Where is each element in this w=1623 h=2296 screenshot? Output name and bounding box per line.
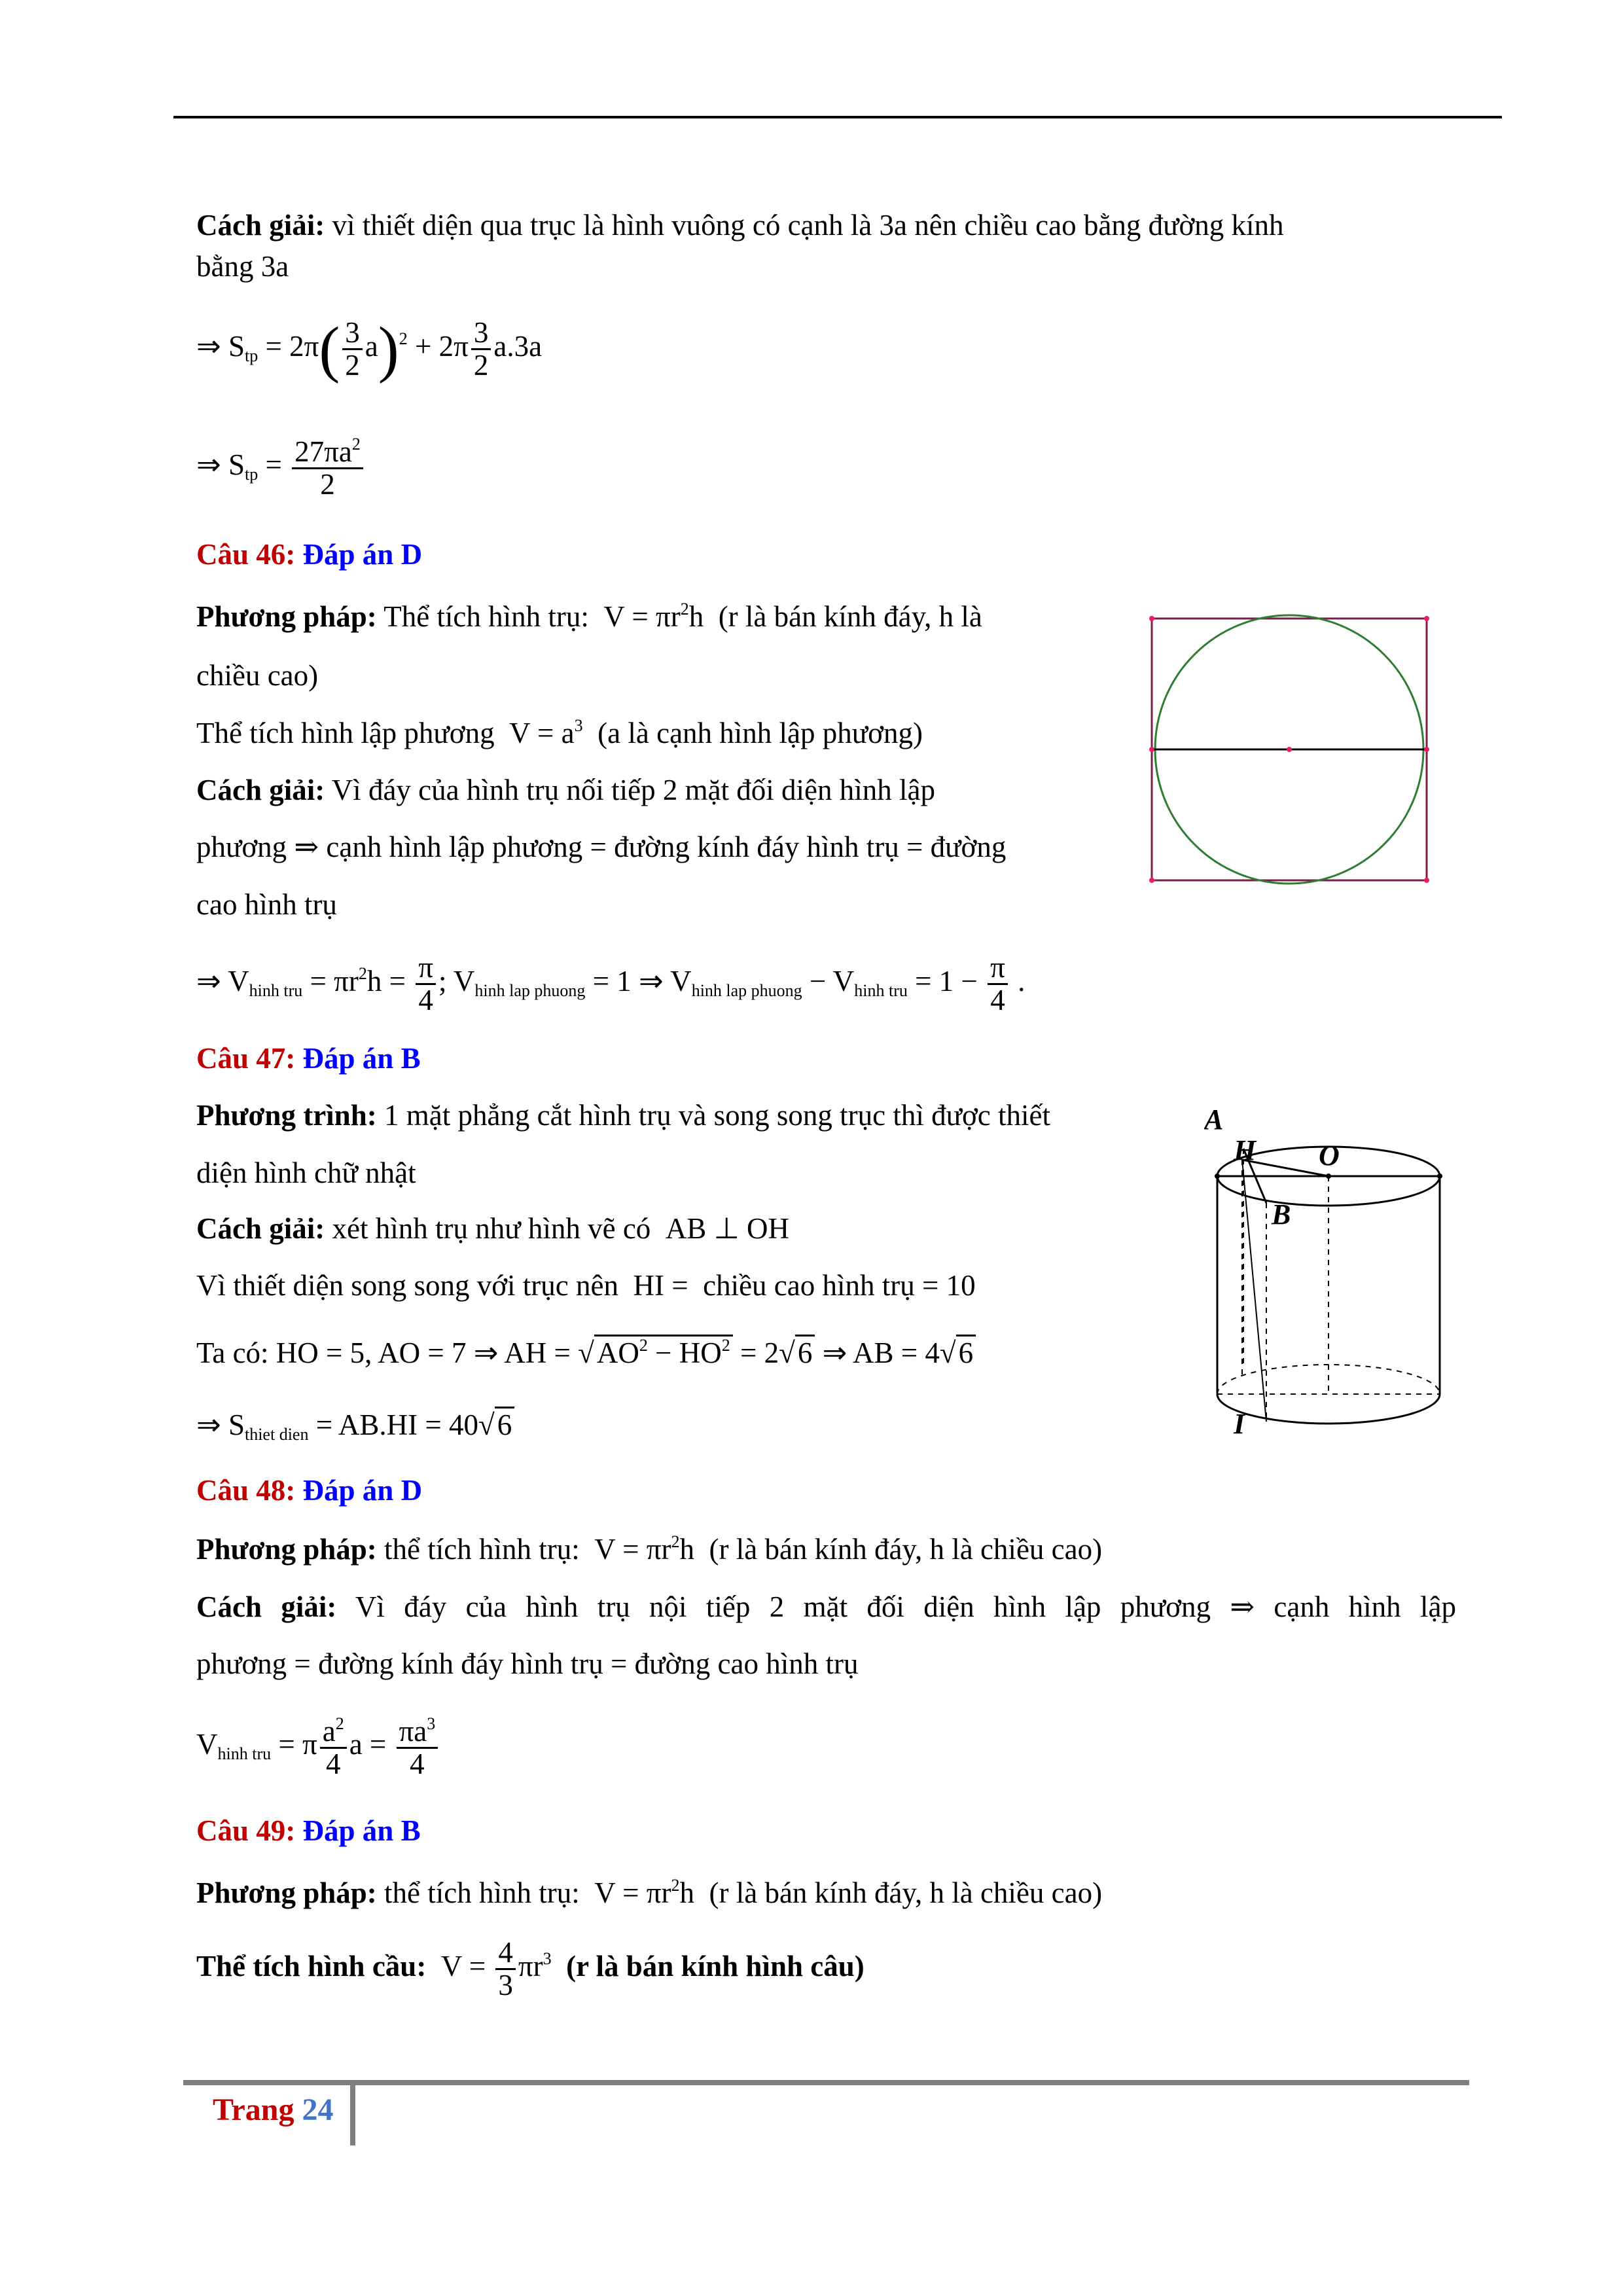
- q46-solution-line3: cao hình trụ: [196, 888, 337, 921]
- bottom-ellipse-front: [1217, 1394, 1440, 1424]
- page-footer: [213, 2091, 333, 2129]
- label-B: B: [1272, 1198, 1291, 1230]
- q46-label: Câu 46:: [196, 538, 296, 571]
- q45-solution-label: Cách giải:: [196, 209, 325, 242]
- q45-solution: [196, 196, 1456, 254]
- q46-method-label: Phương pháp:: [196, 600, 377, 633]
- q46-cube-note: (a là cạnh hình lập phương): [597, 717, 923, 749]
- q47-solution-label: Cách giải:: [196, 1212, 325, 1245]
- q46-solution-label: Cách giải:: [196, 774, 325, 806]
- q46-solution-line2: phương ⇒ cạnh hình lập phương = đường kính đáy hình trụ = đường: [196, 831, 1007, 863]
- q48-solution-text1: Vì đáy của hình trụ nội tiếp 2 mặt đối diện hình lập phương ⇒ cạnh hình lập: [355, 1590, 1456, 1623]
- q47-height-line: Vì thiết diện song song với trục nên HI = chiều cao hình trụ = 10: [196, 1269, 976, 1302]
- q46-method-cont: chiều cao): [196, 659, 319, 692]
- q46-method-text: Thể tích hình trụ:: [383, 600, 589, 633]
- q45-solution-text: vì thiết diện qua trục là hình vuông có cạnh là 3a nên chiều cao bằng đường kính: [332, 209, 1284, 242]
- q46-formula: ⇒ $V_{hinh tru} = \pi r^2h$ = $\frac{\pi}{4}$ ; $V_{hinh lap phuong} = 1$ ⇒ $V_{hinh lap phuong} - V_{hinh tru} = 1$ − $\frac{\pi}{4}$ .: [196, 951, 1026, 1017]
- label-A: A: [1204, 1103, 1224, 1136]
- q47-method: [196, 1098, 1050, 1133]
- q49-sphere-note: (r là bán kính hình câu): [566, 1950, 865, 1983]
- footer-label: Trang: [213, 2092, 294, 2127]
- label-H: H: [1234, 1134, 1257, 1166]
- q49-method-label: Phương pháp:: [196, 1876, 377, 1909]
- q46-solution: [196, 772, 935, 808]
- q48-method-label: Phương pháp:: [196, 1533, 377, 1566]
- q47-label: Câu 47:: [196, 1042, 296, 1075]
- q46-method: Phương pháp: Thể tích hình trụ: $V = \pi r^2h$ (r là bán kính đáy, h là: [196, 600, 982, 633]
- page-number: 24: [302, 2092, 334, 2127]
- q48-method: Phương pháp: thể tích hình trụ: $V = \pi r^2h$ (r là bán kính đáy, h là chiều cao): [196, 1532, 1103, 1566]
- q46-figure: [1139, 609, 1446, 890]
- q45-solution-cont: bằng 3a: [196, 250, 289, 283]
- q48-method-note: (r là bán kính đáy, h là chiều cao): [709, 1533, 1103, 1566]
- q46-cube-text: Thể tích hình lập phương: [196, 717, 495, 749]
- label-O: O: [1319, 1139, 1340, 1172]
- q47-method-line2: diện hình chữ nhật: [196, 1157, 416, 1189]
- q49-answer: Đáp án B: [302, 1814, 421, 1847]
- q46-method-note: (r là bán kính đáy, h là: [718, 600, 982, 633]
- q46-cube-volume: Thể tích hình lập phương $V = a^3$ (a là cạnh hình lập phương): [196, 716, 923, 749]
- footer-rule: [183, 2080, 1469, 2085]
- q49-method: Phương pháp: thể tích hình trụ: $V = \pi r^2h$ (r là bán kính đáy, h là chiều cao): [196, 1876, 1103, 1909]
- q48-answer: Đáp án D: [302, 1474, 423, 1507]
- q49-method-text: thể tích hình trụ:: [384, 1876, 580, 1909]
- header-rule: [173, 116, 1502, 118]
- center-point: [1287, 747, 1292, 752]
- q47-heading: [196, 1041, 421, 1076]
- q48-method-text: thể tích hình trụ:: [384, 1533, 580, 1566]
- q47-figure: [1204, 1100, 1486, 1460]
- q48-heading: [196, 1473, 422, 1508]
- q46-heading: [196, 537, 422, 572]
- q48-solution-line2: phương = đường kính đáy hình trụ = đường cao hình trụ: [196, 1647, 859, 1680]
- q47-method-label: Phương trình:: [196, 1099, 377, 1132]
- q47-calc-line: Ta có: HO = 5, AO = 7 ⇒ AH = $√AO^2 - HO^2 = 2√6$ ⇒ AB = 4√6: [196, 1335, 976, 1371]
- q49-heading: [196, 1813, 421, 1848]
- label-I: I: [1234, 1408, 1245, 1440]
- q47-method-text1: 1 mặt phẳng cắt hình trụ và song song trục thì được thiết: [383, 1099, 1050, 1132]
- q48-solution-label: Cách giải:: [196, 1590, 337, 1623]
- q48-solution: [196, 1589, 1456, 1624]
- q47-line3-pre: Vì thiết diện song song với trục nên: [196, 1269, 618, 1302]
- footer-divider: [350, 2080, 355, 2145]
- q45-formula-1: ⇒ $S_{tp} = 2\pi$( $\frac{3}{2}$ a)$^2$ + 2π $\frac{3}{2}$ a.3a: [196, 314, 543, 384]
- q47-answer: Đáp án B: [302, 1042, 421, 1075]
- q49-label: Câu 49:: [196, 1814, 296, 1847]
- q47-area-formula: ⇒ $S_{thiet dien} = AB.HI = 40√6$: [196, 1407, 514, 1444]
- q45-formula-2: ⇒ $S_{tp}$ = $\frac{27\pi a^2}{2}$: [196, 435, 366, 501]
- q46-solution-text1: Vì đáy của hình trụ nối tiếp 2 mặt đối diện hình lập: [331, 774, 936, 806]
- q48-label: Câu 48:: [196, 1474, 296, 1507]
- q49-method-note: (r là bán kính đáy, h là chiều cao): [709, 1876, 1103, 1909]
- q46-answer: Đáp án D: [302, 538, 423, 571]
- q47-line4-pre: Ta có:: [196, 1336, 269, 1369]
- q49-sphere-label: Thể tích hình cầu:: [196, 1950, 427, 1983]
- q47-line3-post: chiều cao hình trụ = 10: [703, 1269, 976, 1302]
- q48-formula: $V_{hinh tru} = \pi$ $\frac{a^2}{4}$ a = $\frac{\pi a^3}{4}$: [196, 1715, 440, 1780]
- q47-solution-text: xét hình trụ như hình vẽ có: [332, 1212, 651, 1245]
- q49-sphere: Thể tích hình cầu: V = $\frac{4}{3}$ $\pi r^3$ (r là bán kính hình câu): [196, 1936, 865, 2002]
- q47-solution: Cách giải: xét hình trụ như hình vẽ có AB ⊥ OH: [196, 1212, 790, 1245]
